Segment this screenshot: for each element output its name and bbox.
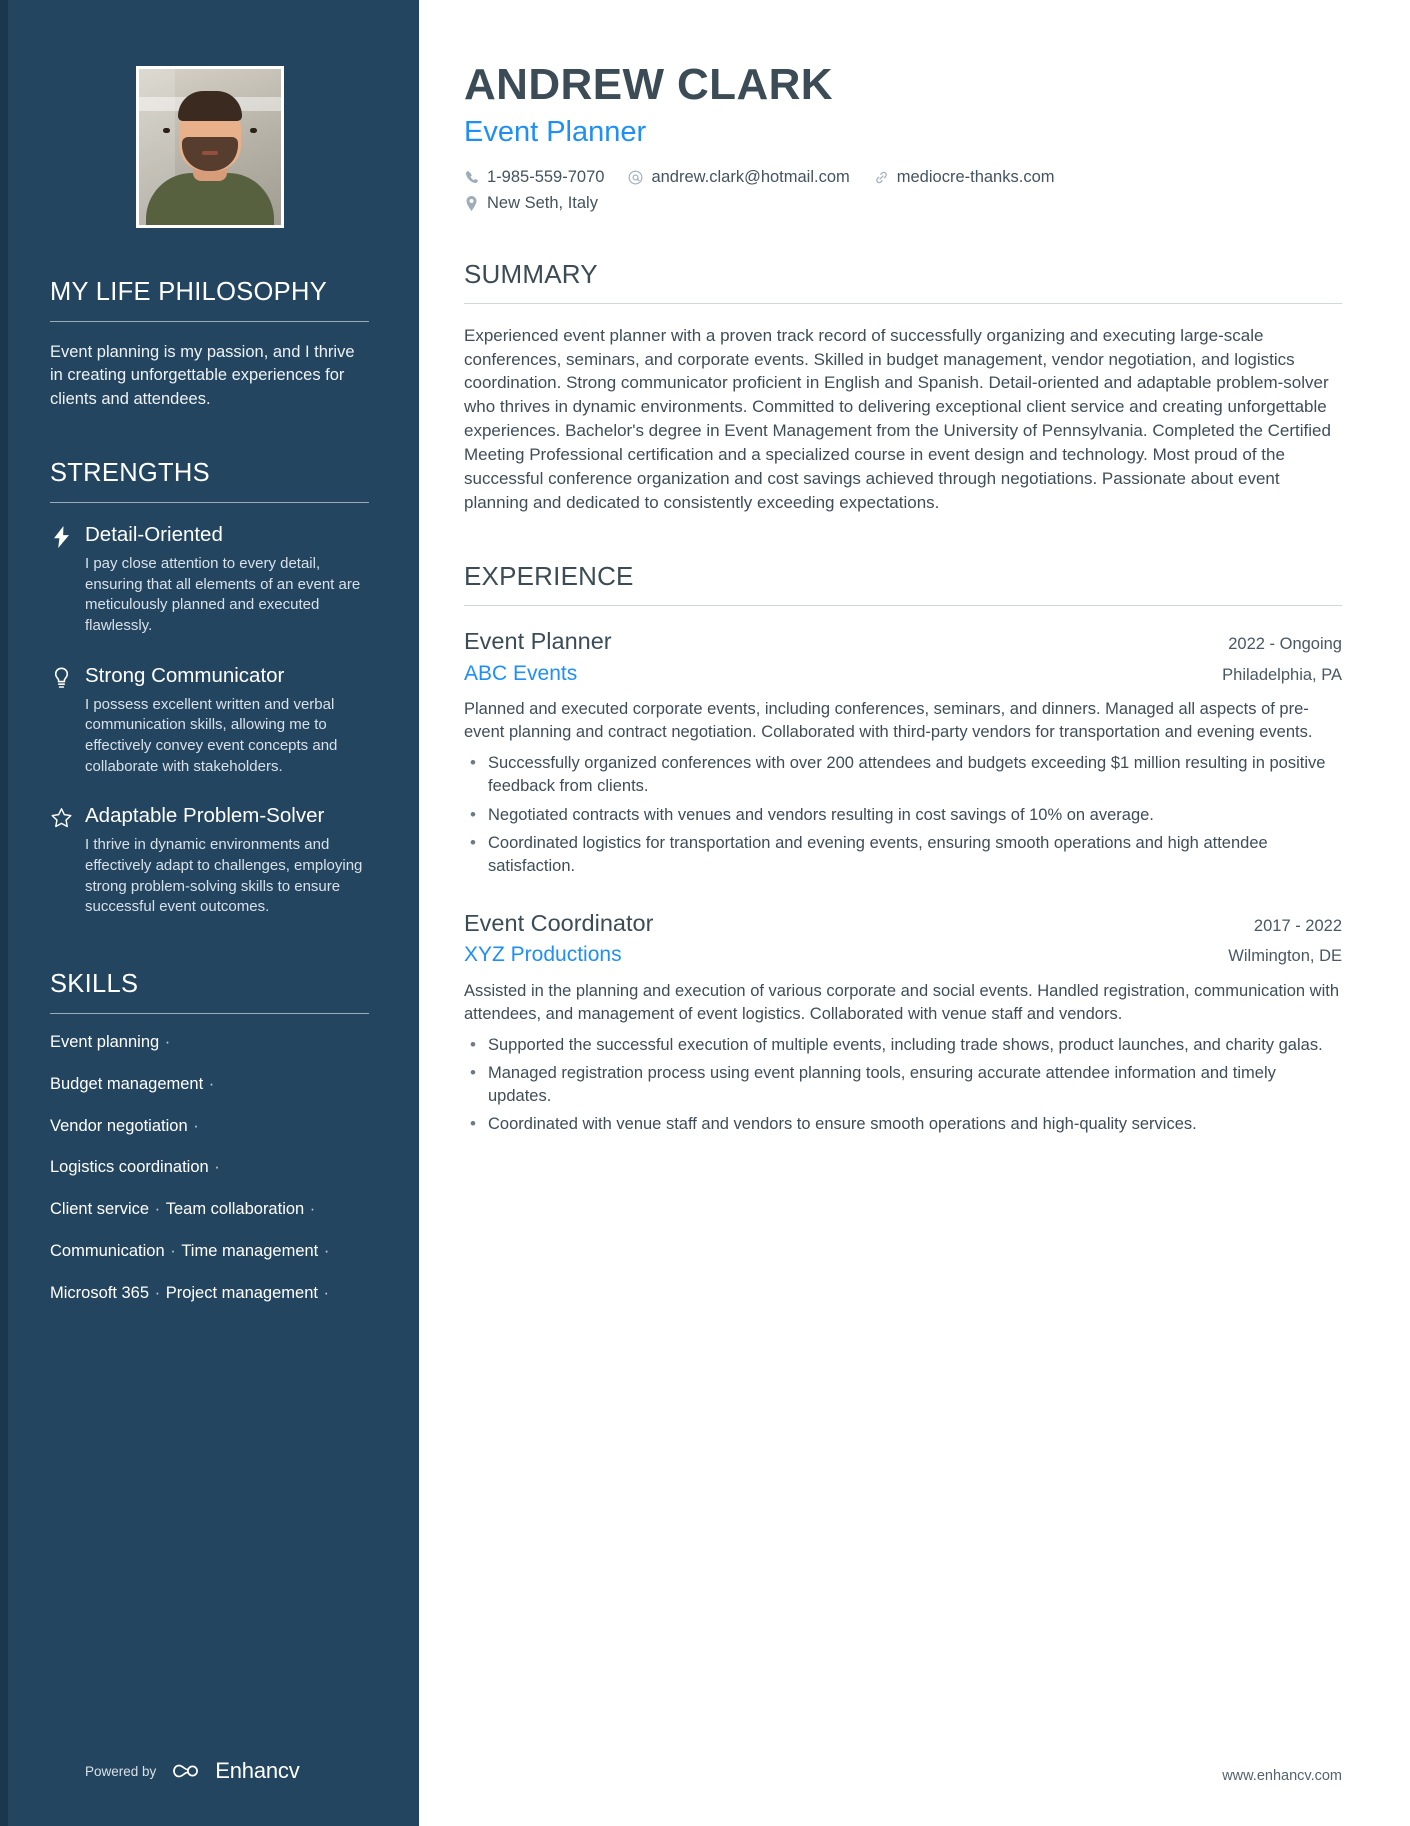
experience-item xyxy=(464,626,1342,878)
skill-separator: · xyxy=(150,1200,165,1219)
sidebar-footer xyxy=(0,1758,419,1784)
avatar xyxy=(136,66,284,228)
email-icon xyxy=(628,170,643,185)
skill-separator: · xyxy=(305,1200,316,1219)
skill-row xyxy=(50,1242,369,1262)
experience-location: Philadelphia, PA xyxy=(1222,665,1342,684)
contact-location xyxy=(464,194,1104,213)
skill-label: Logistics coordination xyxy=(50,1158,209,1177)
skill-separator: · xyxy=(318,1283,330,1302)
strength-title: Adaptable Problem-Solver xyxy=(85,804,325,828)
skill-label: Client service xyxy=(50,1200,150,1219)
summary-text: Experienced event planner with a proven track record of successfully organizing and executing large-scale conferences, seminars, and corporate events. Skilled in budget management, vendor negotiation, and logistics coordination. Strong communicator proficient in English and Spanish. Detail-oriented and adaptable problem-solver who thrives in dynamic environments. Committed to delivering exceptional client service and creating unforgettable experiences. Bachelor's degree in Event Management from the University of Pennsylvania. Completed the Certified Meeting Professional certification and a specialized course in event design and technology. Most proud of the successful conference organization and cost savings achieved through negotiations. Passionate about event planning and dedicated to consistently exceeding expectations. xyxy=(464,325,1331,513)
experience-description: Planned and executed corporate events, including conferences, seminars, and dinners. Managed all aspects of pre-event planning and contract negotiation. Collaborated with third-party vendors for transportation and evening events. xyxy=(464,700,1313,742)
strength-item xyxy=(50,522,369,637)
experience-company[interactable]: XYZ Productions xyxy=(464,943,622,967)
avatar-container xyxy=(0,0,419,228)
enhancv-brand-name: Enhancv xyxy=(215,1758,300,1783)
page-title: ANDREW CLARK xyxy=(464,60,833,109)
experience-bullet: • Coordinated with venue staff and vendors to ensure smooth operations and high-quality services. xyxy=(464,1113,1342,1136)
experience-location: Wilmington, DE xyxy=(1228,947,1342,966)
experience-item xyxy=(464,908,1342,1136)
location-icon xyxy=(464,196,479,211)
skill-row xyxy=(50,1075,369,1095)
experience-title-row xyxy=(464,908,1342,939)
website-footer: www.enhancv.com xyxy=(1222,1768,1342,1784)
skill-separator: · xyxy=(188,1116,199,1135)
avatar-eye-right xyxy=(250,128,257,133)
strength-description: I pay close attention to every detail, ensuring that all elements of an event are meticulously planned and executed flawlessly. xyxy=(85,555,361,635)
summary-heading: SUMMARY xyxy=(464,258,598,289)
job-role-subtitle: Event Planner xyxy=(464,115,647,148)
experience-bullet: • Successfully organized conferences with over 200 attendees and budgets exceeding $1 million resulting in positive feedback from clients. xyxy=(464,752,1342,798)
experience-bullet: • Managed registration process using event planning tools, ensuring accurate attendee information and timely updates. xyxy=(464,1062,1342,1108)
link-icon xyxy=(874,170,889,185)
section-skills xyxy=(0,970,419,1304)
contact-website[interactable] xyxy=(874,168,1055,187)
experience-heading: EXPERIENCE xyxy=(464,561,634,592)
experience-title-row xyxy=(464,626,1342,657)
section-philosophy xyxy=(0,278,419,411)
experience-divider xyxy=(464,605,1342,606)
strengths-heading: STRENGTHS xyxy=(50,459,210,488)
experience-company-row xyxy=(464,941,1342,968)
section-strengths xyxy=(0,459,419,918)
skill-separator: · xyxy=(165,1241,181,1260)
contact-email-value: andrew.clark@hotmail.com xyxy=(651,167,850,186)
skill-row xyxy=(50,1284,369,1304)
skill-label: Event planning xyxy=(50,1033,160,1051)
skill-separator: · xyxy=(150,1283,165,1302)
skill-label: Budget management xyxy=(50,1074,204,1093)
skills-divider xyxy=(50,1013,369,1014)
avatar-hair xyxy=(178,91,242,121)
contact-list xyxy=(464,168,1104,213)
experience-description: Assisted in the planning and execution of various corporate and social events. Handled registration, communication with attendees, and management of event logistics. Collaborated with venue staff and vendors. xyxy=(464,981,1339,1023)
philosophy-heading: MY LIFE PHILOSOPHY xyxy=(50,278,328,306)
experience-date: 2017 - 2022 xyxy=(1253,916,1342,935)
skill-label: Vendor negotiation xyxy=(50,1116,188,1135)
skills-list xyxy=(50,1033,369,1304)
experience-bullet: • Supported the successful execution of multiple events, including trade shows, product launches, and charity galas. xyxy=(464,1034,1342,1057)
experience-company[interactable]: ABC Events xyxy=(464,661,578,685)
strength-description: I thrive in dynamic environments and effectively adapt to challenges, employing strong problem-solving skills to ensure successful event outcomes. xyxy=(85,836,363,916)
contact-phone-value: 1-985-559-7070 xyxy=(487,167,605,186)
skill-separator: · xyxy=(319,1241,330,1260)
skill-label: Microsoft 365 xyxy=(50,1283,150,1302)
strength-description: I possess excellent written and verbal communication skills, allowing me to effectively convey event concepts and collaborate with stakeholders. xyxy=(85,695,338,775)
experience-job-title: Event Coordinator xyxy=(464,909,654,936)
experience-list xyxy=(464,626,1342,1136)
skill-separator: · xyxy=(204,1074,215,1093)
experience-date: 2022 - Ongoing xyxy=(1228,635,1342,654)
skill-separator: · xyxy=(160,1033,171,1051)
lightning-bolt-icon xyxy=(50,522,72,548)
phone-icon xyxy=(464,170,479,185)
star-icon xyxy=(50,803,72,828)
avatar-eye-left xyxy=(163,128,170,133)
strength-item xyxy=(50,663,369,778)
experience-bullet-list xyxy=(464,752,1342,877)
skill-row xyxy=(50,1200,369,1220)
experience-bullet: • Coordinated logistics for transportation and evening events, ensuring smooth operations and high attendee satisfaction. xyxy=(464,832,1342,878)
contact-location-value: New Seth, Italy xyxy=(487,193,598,212)
skill-row xyxy=(50,1158,369,1178)
skill-label: Team collaboration xyxy=(165,1200,305,1219)
skill-row xyxy=(50,1117,369,1137)
summary-divider xyxy=(464,303,1342,304)
contact-website-value: mediocre-thanks.com xyxy=(896,167,1055,186)
sidebar xyxy=(0,0,419,1826)
skill-separator: · xyxy=(209,1158,220,1177)
experience-job-title: Event Planner xyxy=(464,628,612,655)
skills-heading: SKILLS xyxy=(50,970,139,998)
strength-title: Strong Communicator xyxy=(85,663,285,687)
sidebar-accent-stripe xyxy=(0,0,8,1826)
contact-email[interactable] xyxy=(628,168,849,187)
strength-item xyxy=(50,803,369,918)
powered-by-label: Powered by xyxy=(85,1763,157,1779)
lightbulb-icon xyxy=(50,663,72,689)
philosophy-text: Event planning is my passion, and I thrive in creating unforgettable experiences for clients and attendees. xyxy=(50,343,355,408)
experience-bullet: • Negotiated contracts with venues and vendors resulting in cost savings of 10% on average. xyxy=(464,804,1342,827)
skill-label: Time management xyxy=(181,1241,319,1260)
skill-row xyxy=(50,1033,369,1053)
skill-label: Communication xyxy=(50,1241,165,1260)
enhancv-logo xyxy=(172,1758,299,1784)
section-experience xyxy=(464,561,1342,1136)
experience-bullet-list xyxy=(464,1034,1342,1136)
strength-title: Detail-Oriented xyxy=(85,523,223,547)
contact-phone[interactable] xyxy=(464,168,604,187)
section-summary xyxy=(464,259,1342,516)
main-content xyxy=(419,0,1410,1826)
experience-company-row xyxy=(464,660,1342,687)
avatar-mouth xyxy=(202,151,218,155)
skill-label: Project management xyxy=(165,1283,318,1302)
philosophy-divider xyxy=(50,321,369,322)
strengths-divider xyxy=(50,502,369,503)
